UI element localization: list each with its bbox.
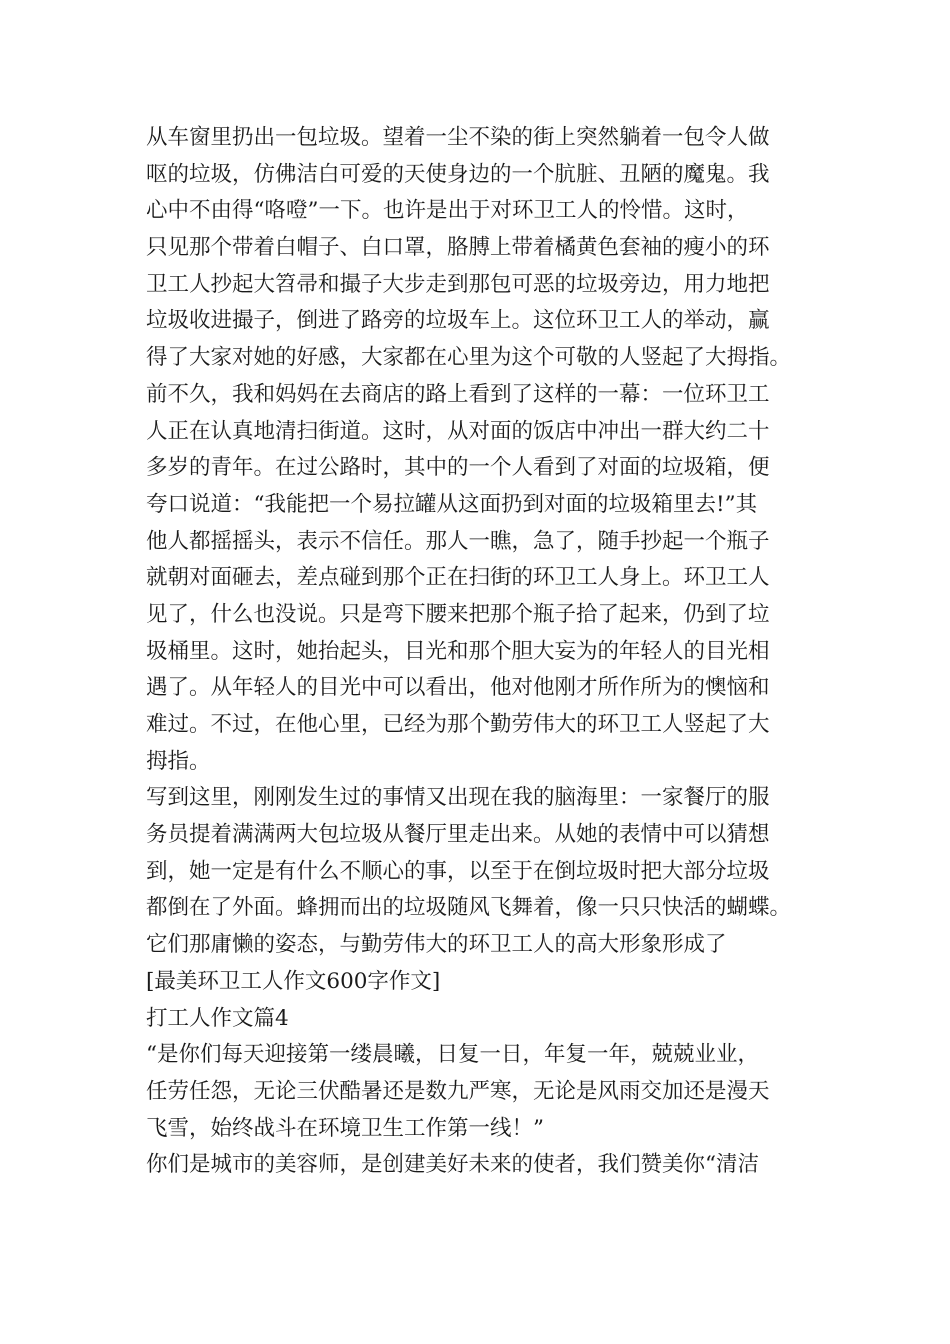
section-heading: 打工人作文篇4	[146, 1005, 289, 1031]
text-line: 人正在认真地清扫街道。这时，从对面的饭店中冲出一群大约二十	[146, 418, 770, 444]
text-line: 圾桶里。这时，她抬起头，目光和那个胆大妄为的年轻人的目光相	[146, 638, 770, 664]
text-line: 难过。不过，在他心里，已经为那个勤劳伟大的环卫工人竖起了大	[146, 712, 770, 737]
text-line: “是你们每天迎接第一缕晨曦，日复一日，年复一年，兢兢业业，	[146, 1042, 759, 1068]
text-line: 心中不由得“咯噔”一下。也许是出于对环卫工人的怜惜。这时，	[146, 198, 749, 224]
text-line: 遇了。从年轻人的目光中可以看出，他对他刚才所作所为的懊恼和	[146, 675, 770, 701]
text-line: 多岁的青年。在过公路时，其中的一个人看到了对面的垃圾箱，便	[146, 455, 770, 481]
text-line: 见了，什么也没说。只是弯下腰来把那个瓶子拾了起来，仍到了垃	[146, 601, 770, 627]
article-body	[146, 120, 836, 1184]
text-line: 飞雪，始终战斗在环境卫生工作第一线！”	[146, 1115, 544, 1141]
source-title: [最美环卫工人作文600字作文]	[146, 968, 441, 994]
text-line: 从车窗里扔出一包垃圾。望着一尘不染的街上突然躺着一包令人做	[146, 125, 770, 150]
text-line: 垃圾收进撮子，倒进了路旁的垃圾车上。这位环卫工人的举动，赢	[146, 308, 770, 334]
text-line: 任劳任怨，无论三伏酷暑还是数九严寒，无论是风雨交加还是漫天	[146, 1078, 770, 1104]
text-line: 都倒在了外面。蜂拥而出的垃圾随风飞舞着，像一只只快活的蝴蝶。	[146, 895, 792, 921]
text-line: 只见那个带着白帽子、白口罩，胳膊上带着橘黄色套袖的瘦小的环	[146, 235, 770, 261]
text-line: 你们是城市的美容师，是创建美好未来的使者，我们赞美你“清洁	[146, 1152, 759, 1178]
text-line: 他人都摇摇头，表示不信任。那人一瞧，急了，随手抄起一个瓶子	[146, 528, 770, 554]
text-line: 拇指。	[146, 748, 211, 774]
text-line: 它们那庸懒的姿态，与勤劳伟大的环卫工人的高大形象形成了	[146, 932, 727, 958]
text-line: 前不久，我和妈妈在去商店的路上看到了这样的一幕：一位环卫工	[146, 381, 770, 407]
text-line: 得了大家对她的好感，大家都在心里为这个可敬的人竖起了大拇指。	[146, 345, 792, 371]
text-line: 夸口说道：“我能把一个易拉罐从这面扔到对面的垃圾箱里去!”其	[146, 491, 758, 517]
text-line: 写到这里，刚刚发生过的事情又出现在我的脑海里：一家餐厅的服	[146, 785, 770, 811]
text-line: 务员提着满满两大包垃圾从餐厅里走出来。从她的表情中可以猜想	[146, 822, 770, 848]
text-line: 就朝对面砸去，差点碰到那个正在扫街的环卫工人身上。环卫工人	[146, 565, 770, 591]
text-line: 卫工人抄起大笤帚和撮子大步走到那包可恶的垃圾旁边，用力地把	[146, 271, 770, 297]
text-line: 呕的垃圾，仿佛洁白可爱的天使身边的一个肮脏、丑陋的魔鬼。我	[146, 161, 770, 187]
text-line: 到，她一定是有什么不顺心的事，以至于在倒垃圾时把大部分垃圾	[146, 858, 770, 884]
